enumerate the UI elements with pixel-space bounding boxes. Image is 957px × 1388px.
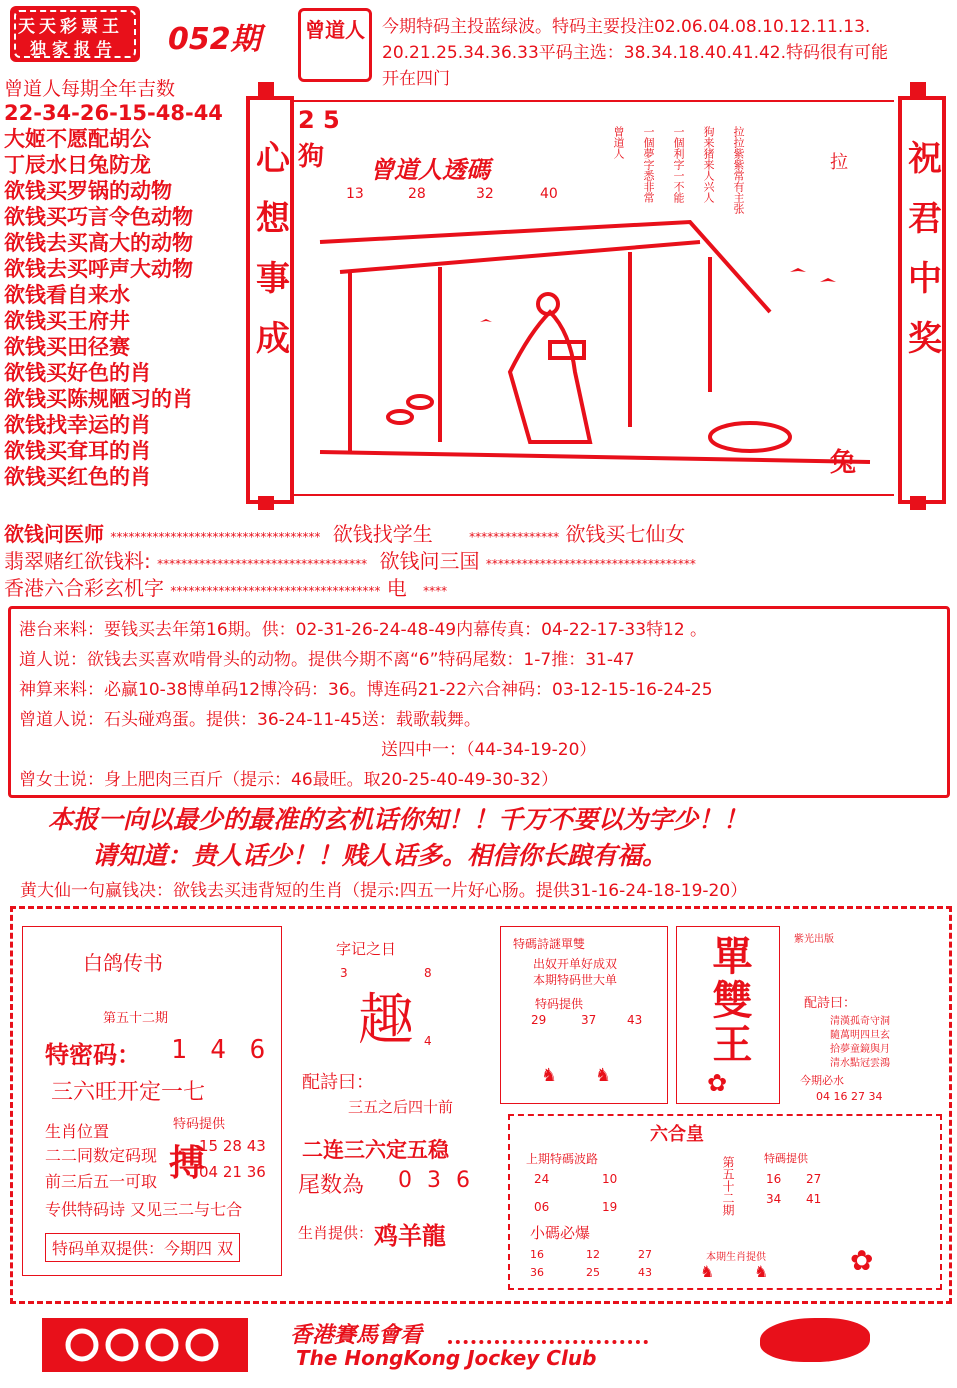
mid-line-2-stars-2: *********************************** (485, 557, 696, 571)
info-row: 道人说：欲钱去买喜欢啃骨头的动物。提供今期不离“6”特码尾数：1-7推：31-47 (19, 650, 635, 670)
word-header: 字记之日 (336, 940, 397, 958)
pigeon-line-1: 三六旺开定一七 (51, 1080, 206, 1105)
scroll-vertical-notes (610, 126, 746, 214)
scroll-number-3: 32 (476, 186, 494, 202)
logo-text-1: 天天彩票王 (18, 17, 123, 37)
slogan-1: 本报一向以最少的最准的玄机话你知！！千万不要以为字少！！ (48, 805, 749, 834)
zodiac-value: 鸡羊龍 (374, 1221, 446, 1250)
riddle-num: 29 (531, 1013, 547, 1027)
mid-line-3-stars-2: **** (423, 584, 448, 598)
poem-panel (786, 926, 938, 1102)
small-num: 43 (638, 1266, 652, 1279)
footer-ornament-right (760, 1318, 870, 1362)
scroll-note: 一個夢字悉非常 (642, 126, 655, 203)
info-row: 曾道人说：石头碰鸡蛋。提供：36-24-11-45送：载歌载舞。 (19, 710, 481, 730)
poem-panel-label: 配詩曰： (804, 996, 857, 1011)
word-num-br: 4 (424, 1034, 432, 1048)
zodiac-position-label: 生肖位置 (45, 1122, 110, 1141)
riddle-num: 43 (627, 1013, 643, 1027)
scroll-number-4: 40 (540, 186, 558, 202)
scroll-zodiac-bottom: 兔 (830, 448, 857, 478)
seal (298, 8, 372, 82)
liuhe-tema-num: 34 (766, 1192, 782, 1206)
riddle-line: 欲钱买王府井 (4, 309, 130, 333)
scroll-left-roll (246, 96, 294, 504)
club-name-cn: 香港賽馬會看 (290, 1322, 423, 1348)
mid-line-2-stars: *********************************** (157, 557, 368, 571)
poem-panel-nums: 04 16 27 34 (816, 1090, 883, 1103)
poem-panel-line: 隨萬明四旦玄 (830, 1030, 890, 1041)
notice-line-3: 开在四门 (382, 69, 450, 89)
pigeon-line-2: 二二同数定码现 (45, 1146, 158, 1165)
mid-line-2 (4, 545, 696, 574)
scroll-paper (290, 100, 894, 496)
word-num-tl: 3 (340, 966, 348, 980)
bo-nums-2: 04 21 36 (199, 1163, 266, 1181)
riddle-line: 欲钱去买呼声大动物 (4, 257, 193, 281)
pigeon-title: 白鸽传书 (83, 951, 163, 975)
tail-value: 0 3 6 (398, 1168, 474, 1193)
riddle-line: 欲钱买罗锅的动物 (4, 179, 172, 203)
scroll-right-roll (898, 96, 946, 504)
scroll-right-cap-top (910, 82, 926, 96)
info-box (8, 606, 950, 798)
riddle-line: 欲钱去买高大的动物 (4, 231, 193, 255)
liuhe-issue: 第五十二期 (721, 1156, 735, 1216)
horse-icon: ♞ (595, 1065, 612, 1086)
riddle-tema-label: 特码提供 (535, 997, 584, 1011)
riddle-line: 欲钱买陈规陋习的肖 (4, 387, 193, 411)
pigeon-issue: 第五十二期 (103, 1011, 169, 1026)
riddle-line: 欲钱看自来水 (4, 283, 130, 307)
riddle-panel (500, 926, 668, 1104)
scroll-pull-char: 拉 (830, 152, 848, 173)
mid-line-1-stars-2: *************** (469, 530, 560, 544)
pigeon-line-3: 前三后五一可取 (45, 1172, 158, 1191)
mid-line-3 (4, 572, 447, 601)
pigeon-line-4: 专供特码诗 又见三二与七合 (45, 1200, 243, 1219)
riddle-line: 大姬不愿配胡公 (4, 127, 151, 151)
notice-line-1: 今期特码主投蓝绿波。特码主要投注02.06.04.08.10.12.11.13. (382, 17, 871, 37)
liuhe-tema-label: 特碼提供 (764, 1152, 808, 1165)
word-num-tr: 8 (424, 966, 432, 980)
riddle-line: 欲钱买巧言令色动物 (4, 205, 193, 229)
mid-line-3-b: 电 (386, 576, 407, 600)
small-burst-label: 小碼必爆 (530, 1224, 591, 1242)
liuhe-tema-num: 27 (806, 1172, 822, 1186)
mid-line-1-stars: *********************************** (110, 530, 321, 544)
logo-stamp (10, 6, 140, 62)
club-cn-dashes (448, 1324, 648, 1344)
wave-num: 06 (534, 1200, 550, 1214)
tema-label: 特密码： (45, 1041, 141, 1069)
word-panel (288, 926, 484, 1274)
liuhe-tema-num: 16 (766, 1172, 782, 1186)
scroll-right-cap-bottom (910, 496, 926, 510)
wave-num: 24 (534, 1172, 550, 1186)
scroll-top-number: 2 5 (298, 106, 340, 134)
zodiac-label: 生肖提供： (298, 1224, 374, 1242)
single-double-title: 單雙王 (706, 935, 752, 1067)
huang-line: 黄大仙一句赢钱决：欲钱去买违背短的生肖（提示:四五一片好心肠。提供31-16-24-18-19-20） (20, 881, 748, 901)
riddle-1: 出奴开单好成双 (533, 957, 618, 971)
bo-nums-1: 15 28 43 (199, 1137, 266, 1155)
mid-line-3-stars: *********************************** (170, 584, 381, 598)
info-row: 港台来料：要钱买去年第16期。供：02-31-26-24-48-49内幕传真：04-22-17-33特12 。 (19, 620, 708, 640)
scroll-note: 狗来猪来人兴人 (702, 126, 715, 203)
flower-icon: ✿ (707, 1069, 728, 1097)
slogan-2: 请知道：贵人话少！！贱人话多。相信你长踉有福。 (92, 841, 668, 870)
scroll-note: 曾道人 (612, 126, 625, 159)
info-row: 送四中一：（44-34-19-20） (381, 740, 597, 760)
tail-label: 尾数為 (298, 1173, 365, 1198)
small-num: 25 (586, 1266, 600, 1279)
last-wave-label: 上期特碼波路 (526, 1152, 599, 1166)
small-num: 36 (530, 1266, 544, 1279)
mid-line-1-c: 欲钱买七仙女 (565, 522, 686, 546)
small-num: 27 (638, 1248, 652, 1261)
riddle-num: 37 (581, 1013, 597, 1027)
info-row: 神算来料：必赢10-38博单码12博冷码：36。博连码21-22六合神码：03-12-15-16-24-25 (19, 680, 713, 700)
scroll-illustration (310, 202, 880, 490)
wave-num: 19 (602, 1200, 618, 1214)
wave-num: 10 (602, 1172, 618, 1186)
footer-ornament-left (42, 1318, 248, 1372)
mid-line-1-a: 欲钱问医师 (4, 522, 104, 546)
bo-char: 搏 (169, 1143, 206, 1184)
scroll-left-text: 心想事成 (249, 140, 290, 380)
riddle-line: 丁辰水日兔防龙 (4, 153, 151, 177)
mid-line-1: 二连三六定五稳 (302, 1138, 449, 1162)
poem-panel-tip: 今期必水 (800, 1074, 844, 1087)
mid-line-2-b: 欲钱问三国 (379, 549, 480, 573)
scroll-note: 一個利字一不能 (672, 126, 685, 203)
notice-line-2: 20.21.25.34.36.33平码主选：38.34.18.40.41.42.特码很有可能 (382, 43, 889, 63)
word-center-char: 趣 (358, 988, 414, 1053)
poem-panel-line: 拾夢童鏡與月 (830, 1044, 890, 1055)
small-num: 12 (586, 1248, 600, 1261)
flower-icon: ✿ (850, 1244, 874, 1277)
scroll-right-text: 祝君中奖 (901, 140, 942, 380)
scroll-left-cap-top (258, 82, 274, 96)
special-supply-label: 特码提供 (173, 1117, 226, 1132)
lucky-title: 曾道人每期全年吉数 (4, 78, 176, 100)
pigeon-panel (22, 926, 282, 1276)
small-num: 16 (530, 1248, 544, 1261)
mid-line-1 (4, 518, 685, 547)
scroll-note: 拉拉紫紫常有主张 (732, 126, 745, 214)
scroll-number-1: 13 (346, 186, 364, 202)
horse-icon: ♞ (754, 1262, 769, 1281)
club-name-en: The HongKong Jockey Club (296, 1346, 597, 1370)
horse-icon: ♞ (700, 1262, 715, 1281)
zodiac-supply-label: 本期生肖提供 (706, 1252, 766, 1263)
horse-icon: ♞ (541, 1065, 558, 1086)
info-row: 曾女士说：身上肥肉三百斤（提示：46最旺。取20-25-40-49-30-32） (19, 770, 559, 790)
tema-value: 1 4 6 (171, 1035, 270, 1065)
riddle-2: 本期特码世大单 (533, 973, 618, 987)
pigeon-line-5: 特码单双提供：今期四 双 (45, 1233, 240, 1262)
liuhe-tema-num: 41 (806, 1192, 822, 1206)
riddle-line: 欲钱买田径赛 (4, 335, 130, 359)
logo-text-2: 独家报告 (30, 39, 119, 58)
riddle-line: 欲钱买好色的肖 (4, 361, 151, 385)
riddle-list (4, 126, 193, 490)
liuhe-panel (508, 1114, 942, 1290)
scroll-title: 曾道人透碼 (370, 155, 490, 184)
riddle-line: 欲钱买耷耳的肖 (4, 439, 151, 463)
poem-panel-line: 清水點冠雲鴻 (830, 1058, 890, 1069)
single-double-panel (676, 926, 780, 1104)
poem-label: 配詩曰： (302, 1072, 374, 1093)
riddle-line: 欲钱买红色的肖 (4, 465, 151, 489)
scroll-zodiac-top: 狗 (298, 142, 325, 172)
seal-text: 曾道人 (305, 18, 365, 42)
issue-number: 052期 (168, 22, 261, 57)
liuhe-title: 六合皇 (650, 1124, 704, 1145)
scroll-left-cap-bottom (258, 496, 274, 510)
riddle-line: 欲钱找幸运的肖 (4, 413, 151, 437)
riddle-header: 特碼詩謎單雙 (513, 937, 586, 951)
scroll-number-2: 28 (408, 186, 426, 202)
lucky-numbers: 22-34-26-15-48-44 (4, 101, 223, 125)
poem-panel-line: 清漢孤奇守洞 (830, 1016, 890, 1027)
mid-line-2-a: 翡翠赌红欲钱料: (4, 549, 151, 573)
mid-line-1-b: 欲钱找学生 (332, 522, 433, 546)
poem-text: 三五之后四十前 (348, 1098, 454, 1116)
ornament-icon (42, 1318, 248, 1372)
mid-line-3-a: 香港六合彩玄机字 (4, 576, 164, 600)
poem-panel-title: 紫光出版 (794, 934, 834, 945)
